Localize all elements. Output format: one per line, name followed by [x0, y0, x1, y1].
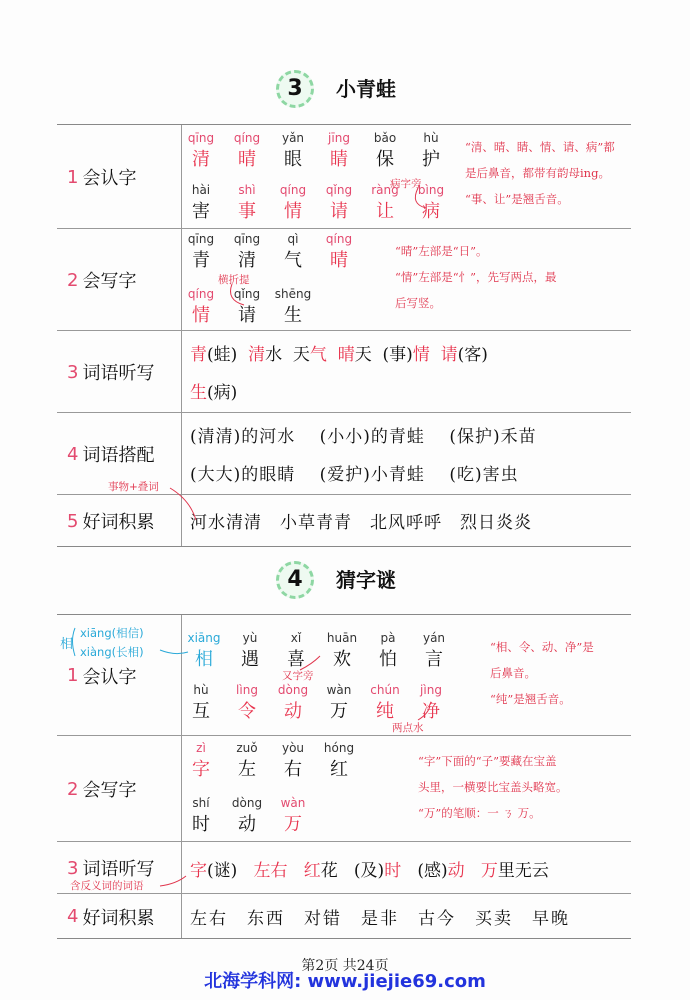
- lesson-4-name: 猜字谜: [336, 568, 396, 592]
- hanzi-character: 右: [284, 759, 302, 780]
- hanzi-character: 情: [192, 305, 210, 326]
- dictation-segment: 水: [265, 345, 283, 365]
- row-label: 3 词语听写: [67, 857, 155, 880]
- dictation-segment: (事): [382, 345, 413, 365]
- dictation-segment: 左右: [253, 861, 288, 881]
- pinyin: lìng: [236, 683, 258, 697]
- pinyin: jìng: [420, 683, 442, 697]
- hanzi-character: 左: [238, 759, 256, 780]
- pinyin: zì: [196, 741, 206, 755]
- pinyin: qǐng: [233, 287, 261, 301]
- polyphone-reading-1: xiāng(相信): [80, 626, 144, 640]
- pinyin: bǎo: [373, 131, 397, 145]
- dictation-segment: 清: [248, 345, 266, 365]
- hanzi-character: 相: [195, 649, 213, 670]
- dictation-segment: [282, 345, 293, 365]
- hanzi-character: 晴: [330, 250, 348, 271]
- annotation-bing-radical: 病字旁: [390, 178, 422, 190]
- hanzi-character: 病: [422, 201, 440, 222]
- pinyin: xiāng: [187, 631, 221, 645]
- hanzi-character: 字: [192, 759, 210, 780]
- hanzi-character: 气: [284, 250, 302, 271]
- pinyin: hù: [423, 131, 439, 145]
- pinyin: chún: [370, 683, 400, 697]
- lesson-4-dictation-line: [190, 856, 549, 881]
- dictation-segment: 时: [384, 861, 402, 881]
- hanzi-character: 时: [192, 814, 210, 835]
- lesson-3-write-notes: “晴”左部是“日”。 “情”左部是“忄”，先写两点，最 后写竖。: [395, 244, 557, 310]
- lesson-3-match-line-1: (清清)的河水 (小小)的青蛙 (保护)禾苗: [190, 427, 537, 447]
- hanzi-character: 青: [192, 250, 210, 271]
- pinyin: huān: [326, 631, 358, 645]
- dictation-segment: (谜): [207, 861, 238, 881]
- dictation-segment: 天: [292, 345, 310, 365]
- pinyin: jīng: [328, 131, 350, 145]
- hanzi-character: 让: [376, 201, 394, 222]
- dictation-segment: 动: [447, 861, 465, 881]
- lesson-3-recognize-notes: “清、晴、睛、情、请、病”都 是后鼻音，都带有韵母ing。 “事、让”是翘舌音。: [465, 140, 615, 206]
- pinyin: qǐng: [325, 183, 353, 197]
- hanzi-character: 护: [422, 149, 440, 170]
- hanzi-character: 令: [238, 701, 256, 722]
- hanzi-character: 万: [330, 701, 348, 722]
- dictation-segment: 生: [190, 383, 207, 403]
- lesson-3-dictation-line-2: [190, 378, 237, 403]
- hanzi-character: 请: [330, 201, 348, 222]
- row-label: 1 会认字: [67, 166, 137, 189]
- dictation-segment: [401, 861, 417, 881]
- hanzi-character: 清: [192, 149, 210, 170]
- lesson-3-dictation-line-1: [190, 340, 488, 365]
- pinyin: zuǒ: [236, 741, 258, 755]
- pinyin: pà: [380, 631, 396, 645]
- pinyin: qīng: [187, 131, 215, 145]
- dictation-segment: [237, 345, 248, 365]
- dictation-segment: [287, 861, 303, 881]
- lesson-4-number: 4: [276, 561, 314, 599]
- dictation-segment: 青: [190, 345, 207, 365]
- annotation-stroke: 横折提: [218, 274, 250, 286]
- dictation-segment: 万: [480, 861, 498, 881]
- lesson-4-title: [0, 561, 690, 601]
- pinyin: shí: [192, 796, 210, 810]
- page-info: 第2页 共24页: [301, 958, 389, 974]
- pinyin: qì: [287, 232, 299, 246]
- lesson-3-good-phrases: 河水清清 小草青青 北风呼呼 烈日炎炎: [190, 513, 532, 533]
- row-label: 1 会认字: [67, 665, 137, 688]
- dictation-segment: (客): [457, 345, 488, 365]
- lesson-3-name: 小青蛙: [336, 77, 396, 101]
- polyphone-char: 相: [60, 637, 74, 652]
- pinyin: yòu: [281, 741, 305, 755]
- hanzi-character: 欢: [333, 649, 351, 670]
- lesson-4-write-notes: “字”下面的“子”要藏在宝盖 头里，一横要比宝盖头略宽。 “万”的笔顺：一 ㄋ 万。: [418, 754, 568, 820]
- hanzi-character: 生: [284, 305, 302, 326]
- hanzi-character: 言: [425, 649, 443, 670]
- dictation-segment: [327, 345, 338, 365]
- lesson-3-match-line-2: (大大)的眼睛 (爱护)小青蛙 (吃)害虫: [190, 465, 519, 485]
- dictation-segment: 红: [303, 861, 321, 881]
- hanzi-character: 事: [238, 201, 256, 222]
- hanzi-character: 害: [192, 201, 210, 222]
- pinyin: ràng: [371, 183, 399, 197]
- hanzi-character: 红: [330, 759, 348, 780]
- hanzi-character: 喜: [287, 649, 305, 670]
- dictation-segment: 晴: [337, 345, 355, 365]
- hanzi-character: 遇: [241, 649, 259, 670]
- hanzi-character: 睛: [330, 149, 348, 170]
- hanzi-character: 清: [238, 250, 256, 271]
- lesson-3-title: [0, 70, 690, 110]
- dictation-segment: 字: [190, 861, 207, 881]
- dictation-segment: [430, 345, 441, 365]
- pinyin: wàn: [280, 796, 306, 810]
- hanzi-character: 纯: [376, 701, 394, 722]
- dictation-segment: 请: [440, 345, 458, 365]
- hanzi-character: 眼: [284, 149, 302, 170]
- dictation-segment: 天: [354, 345, 372, 365]
- hanzi-character: 怕: [379, 649, 397, 670]
- dictation-segment: (病): [207, 383, 238, 403]
- site-brand: 北海学科网: www.jiejie69.com: [204, 971, 486, 992]
- pinyin: qíng: [187, 287, 215, 301]
- hanzi-character: 情: [284, 201, 302, 222]
- hanzi-character: 动: [238, 814, 256, 835]
- hanzi-character: 万: [284, 814, 302, 835]
- hanzi-character: 请: [238, 305, 256, 326]
- annotation-thing-plus-reduplication: 事物+叠词: [108, 481, 159, 493]
- row-label: 3 词语听写: [67, 361, 155, 384]
- row-label: 4 词语搭配: [67, 443, 155, 466]
- dictation-segment: (蛙): [207, 345, 238, 365]
- pinyin: hóng: [323, 741, 355, 755]
- annotation-you-radical: 又字旁: [282, 670, 314, 682]
- pinyin: qīng: [187, 232, 215, 246]
- annotation-antonym-phrases: 含反义词的词语: [70, 880, 144, 892]
- dictation-segment: [465, 861, 481, 881]
- row-label: 2 会写字: [67, 269, 137, 292]
- pinyin: hài: [191, 183, 211, 197]
- pinyin: dòng: [277, 683, 309, 697]
- pinyin: yán: [422, 631, 446, 645]
- polyphone-reading-2: xiàng(长相): [80, 645, 144, 659]
- hanzi-character: 净: [422, 701, 440, 722]
- pinyin: wàn: [326, 683, 352, 697]
- dictation-segment: (感): [417, 861, 448, 881]
- pinyin: xǐ: [290, 631, 302, 645]
- dictation-segment: (及): [353, 861, 385, 881]
- dictation-segment: 情: [412, 345, 430, 365]
- hanzi-character: 互: [192, 701, 210, 722]
- pinyin: qíng: [325, 232, 353, 246]
- hanzi-character: 晴: [238, 149, 256, 170]
- dictation-segment: [338, 861, 354, 881]
- lesson-4-good-phrases: 左右 东西 对错 是非 古今 买卖 早晚: [190, 909, 570, 929]
- pinyin: yǎn: [281, 131, 305, 145]
- pinyin: shì: [238, 183, 256, 197]
- pinyin: yù: [242, 631, 258, 645]
- annotation-two-dots-water: 两点水: [392, 722, 424, 734]
- dictation-segment: 花: [320, 861, 338, 881]
- hanzi-character: 动: [284, 701, 302, 722]
- pinyin: dòng: [231, 796, 263, 810]
- pinyin: bìng: [417, 183, 445, 197]
- lesson-4-recognize-notes: “相、令、动、净”是 后鼻音。 “纯”是翘舌音。: [490, 640, 594, 706]
- hanzi-character: 保: [376, 149, 394, 170]
- pinyin: qīng: [233, 232, 261, 246]
- pinyin: qíng: [233, 131, 261, 145]
- dictation-segment: 气: [309, 345, 327, 365]
- dictation-segment: 里无云: [497, 861, 549, 881]
- dictation-segment: [237, 861, 253, 881]
- row-label: 2 会写字: [67, 778, 137, 801]
- dictation-segment: [372, 345, 383, 365]
- pinyin: hù: [193, 683, 209, 697]
- lesson-3-number: 3: [276, 70, 314, 108]
- pinyin: qíng: [279, 183, 307, 197]
- row-label: 4 好词积累: [67, 906, 155, 929]
- row-label: 5 好词积累: [67, 510, 155, 533]
- pinyin: shēng: [274, 287, 312, 301]
